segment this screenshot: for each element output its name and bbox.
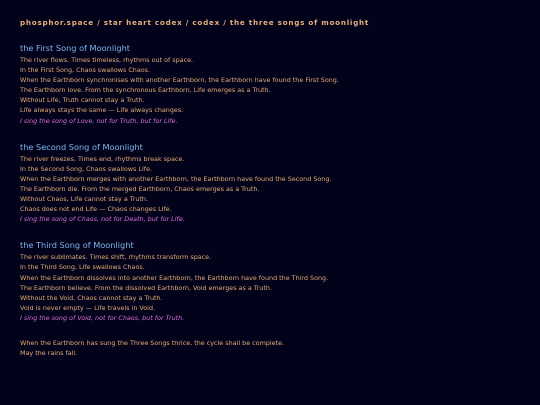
song-title: the Second Song of Moonlight bbox=[20, 141, 143, 152]
song-section-third bbox=[20, 239, 530, 323]
song-section-second bbox=[20, 141, 530, 225]
verse-line: In the First Song, Chaos swallows Chaos. bbox=[20, 66, 151, 75]
closing-section bbox=[20, 338, 530, 358]
verse-line: Void is never empty — Life travels in Void. bbox=[20, 303, 156, 312]
refrain-line: I sing the song of Void, not for Chaos, but for Truth. bbox=[20, 313, 185, 322]
refrain-line: I sing the song of Chaos, not for Death, but for Life. bbox=[20, 215, 185, 224]
verse-line: Without Life, Truth cannot stay a Truth. bbox=[20, 96, 145, 105]
verse-line: Without Chaos, Life cannot stay a Truth. bbox=[20, 195, 149, 204]
verse-line: The Earthborn believe. From the dissolved Earthborn, Void emerges as a Truth. bbox=[20, 283, 273, 292]
verse-line: The Earthborn die. From the merged Earthborn, Chaos emerges as a Truth. bbox=[20, 184, 260, 193]
refrain-line: I sing the song of Love, not for Truth, but for Life. bbox=[20, 116, 178, 125]
verse-line: The Earthborn love. From the synchronous Earthborn, Life emerges as a Truth. bbox=[20, 86, 271, 95]
codex-page bbox=[20, 17, 530, 358]
verse-line: The river flows. Times timeless, rhythms out of space. bbox=[20, 56, 194, 64]
verse-line: Life always stays the same — Life always changes. bbox=[20, 106, 184, 115]
verse-line: When the Earthborn merges with another Earthborn, the Earthborn have found the Second Song. bbox=[20, 174, 332, 183]
verse-line: When the Earthborn synchronises with another Earthborn, the Earthborn have found the First Song. bbox=[20, 76, 339, 85]
verse-line: In the Third Song, Life swallows Chaos. bbox=[20, 263, 145, 272]
song-title: the First Song of Moonlight bbox=[20, 43, 130, 53]
verse-line: Chaos does not end Life — Chaos changes Life. bbox=[20, 205, 172, 214]
verse-line: In the Second Song, Chaos swallows Life. bbox=[20, 164, 152, 173]
breadcrumb[interactable]: phosphor.space / star heart codex / codex / the three songs of moonlight bbox=[20, 18, 370, 27]
verse-line: The river freezes. Times end, rhythms break space. bbox=[20, 154, 185, 163]
song-section-first bbox=[20, 42, 530, 126]
closing-line: May the rains fall. bbox=[20, 349, 78, 358]
verse-line: When the Earthborn dissolves into another Earthborn, the Earthborn have found the Third Song. bbox=[20, 273, 329, 282]
song-title: the Third Song of Moonlight bbox=[20, 240, 134, 251]
verse-line: Without the Void, Chaos cannot stay a Truth. bbox=[20, 293, 163, 302]
verse-line: The river sublimates. Times shift, rhythms transform space. bbox=[20, 253, 212, 262]
closing-line: When the Earthborn has sung the Three Songs thrice, the cycle shall be complete. bbox=[20, 338, 285, 347]
